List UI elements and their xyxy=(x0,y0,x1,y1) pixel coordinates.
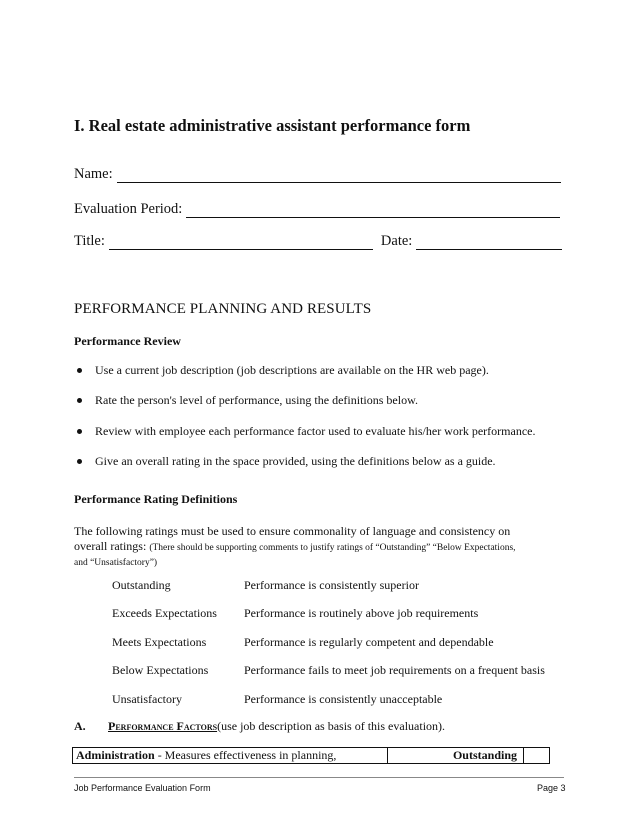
title-input-line[interactable] xyxy=(109,236,373,250)
footer-page-number: Page 3 xyxy=(537,783,566,793)
performance-review-heading: Performance Review xyxy=(74,334,181,348)
factors-letter: A. xyxy=(74,719,86,733)
rating-label: Exceeds Expectations xyxy=(112,606,217,620)
evaluation-period-field xyxy=(74,201,560,218)
factors-note: (use job description as basis of this evaluation). xyxy=(217,719,446,733)
rating-intro-line: and “Unsatisfactory”) xyxy=(74,558,158,568)
name-input-line[interactable] xyxy=(117,169,561,183)
administration-row xyxy=(72,747,550,764)
section-heading: PERFORMANCE PLANNING AND RESULTS xyxy=(74,301,372,317)
name-label: Name: xyxy=(74,166,113,182)
title-label: Title: xyxy=(74,233,105,249)
date-label: Date: xyxy=(380,233,413,249)
rating-label: Outstanding xyxy=(112,578,171,592)
footer-title: Job Performance Evaluation Form xyxy=(74,783,211,793)
footer-divider xyxy=(74,777,564,778)
rating-description: Performance is consistently unacceptable xyxy=(244,692,443,706)
administration-cell xyxy=(72,747,388,764)
title-date-field xyxy=(74,233,562,250)
administration-description: - Measures effectiveness in planning, xyxy=(154,748,337,762)
review-bullet: Review with employee each performance factor used to evaluate his/her work performance. xyxy=(74,424,535,439)
rating-checkbox[interactable] xyxy=(524,747,550,764)
rating-description: Performance fails to meet job requirements on a frequent basis xyxy=(244,663,545,677)
bullet-icon xyxy=(77,459,82,464)
evaluation-period-label: Evaluation Period: xyxy=(74,201,183,217)
form-title: I. Real estate administrative assistant performance form xyxy=(74,116,471,135)
rating-description: Performance is regularly competent and dependable xyxy=(244,635,494,649)
rating-intro-line: overall ratings: (There should be supporting comments to justify ratings of “Outstanding” “Below Expectations, xyxy=(74,539,516,553)
rating-definitions-heading: Performance Rating Definitions xyxy=(74,492,238,506)
performance-factors-heading xyxy=(74,719,445,734)
rating-description: Performance is consistently superior xyxy=(244,578,419,592)
review-bullet: Give an overall rating in the space provided, using the definitions below as a guide. xyxy=(74,454,496,469)
evaluation-period-input-line[interactable] xyxy=(186,204,560,218)
name-field xyxy=(74,166,561,183)
rating-description: Performance is routinely above job requirements xyxy=(244,606,479,620)
administration-label: Administration xyxy=(76,748,155,762)
factors-title: Performance Factors xyxy=(108,719,218,733)
bullet-icon xyxy=(77,398,82,403)
rating-label: Unsatisfactory xyxy=(112,692,182,706)
rating-label: Below Expectations xyxy=(112,663,209,677)
rating-label: Meets Expectations xyxy=(112,635,207,649)
review-bullet: Rate the person's level of performance, using the definitions below. xyxy=(74,393,418,408)
date-input-line[interactable] xyxy=(416,236,562,250)
review-bullet: Use a current job description (job descriptions are available on the HR web page). xyxy=(74,363,489,378)
bullet-icon xyxy=(77,368,82,373)
rating-intro-line: The following ratings must be used to ensure commonality of language and consistency on xyxy=(74,524,511,538)
bullet-icon xyxy=(77,429,82,434)
rating-cell: Outstanding xyxy=(388,747,524,764)
